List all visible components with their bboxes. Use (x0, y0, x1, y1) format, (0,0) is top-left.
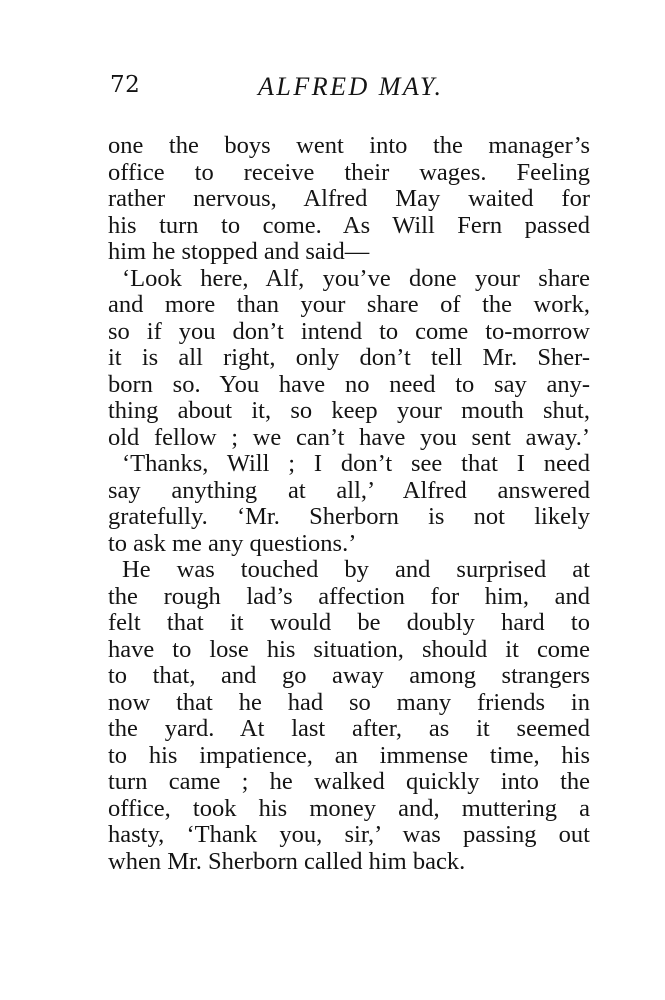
page-number: 72 (110, 72, 141, 98)
text-line: one the boys went into the manager’s (108, 132, 590, 159)
text-line: now that he had so many friends in (108, 688, 590, 716)
text-line: gratefully. ‘Mr. Sherborn is not likely (108, 503, 590, 530)
text-line: thing about it, so keep your mouth shut, (108, 397, 590, 424)
text-line: have to lose his situation, should it come (108, 635, 590, 663)
text-line: office, took his money and, muttering a (108, 794, 590, 822)
text-line: the yard. At last after, as it seemed (108, 715, 590, 742)
text-line: to ask me any questions.’ (108, 529, 357, 557)
text-line: his turn to come. As Will Fern passed (108, 211, 590, 239)
text-line: when Mr. Sherborn called him back. (108, 847, 466, 875)
body-text (108, 133, 590, 875)
text-line: it is all right, only don’t tell Mr. Sher- (108, 344, 590, 371)
text-line: to his impatience, an immense time, his (108, 741, 590, 769)
text-line: office to receive their wages. Feeling (108, 158, 590, 186)
text-line: He was touched by and surprised at (122, 556, 590, 583)
text-line: born so. You have no need to say any- (108, 370, 590, 398)
text-line: the rough lad’s affection for him, and (108, 582, 590, 610)
text-line: and more than your share of the work, (108, 291, 590, 318)
text-line: rather nervous, Alfred May waited for (108, 185, 590, 212)
text-line: turn came ; he walked quickly into the (108, 768, 590, 795)
page-header (110, 72, 590, 108)
text-line: hasty, ‘Thank you, sir,’ was passing out (108, 821, 590, 848)
text-line: ‘Look here, Alf, you’ve done your share (122, 264, 590, 292)
text-line: say anything at all,’ Alfred answered (108, 476, 590, 504)
running-title: ALFRED MAY. (258, 72, 444, 101)
text-line: so if you don’t intend to come to-morrow (108, 317, 590, 345)
text-line: old fellow ; we can’t have you sent away.’ (108, 423, 590, 451)
text-line: him he stopped and said— (108, 238, 370, 265)
text-line: to that, and go away among strangers (108, 662, 590, 689)
text-line: ‘Thanks, Will ; I don’t see that I need (122, 450, 590, 477)
text-line: felt that it would be doubly hard to (108, 609, 590, 636)
